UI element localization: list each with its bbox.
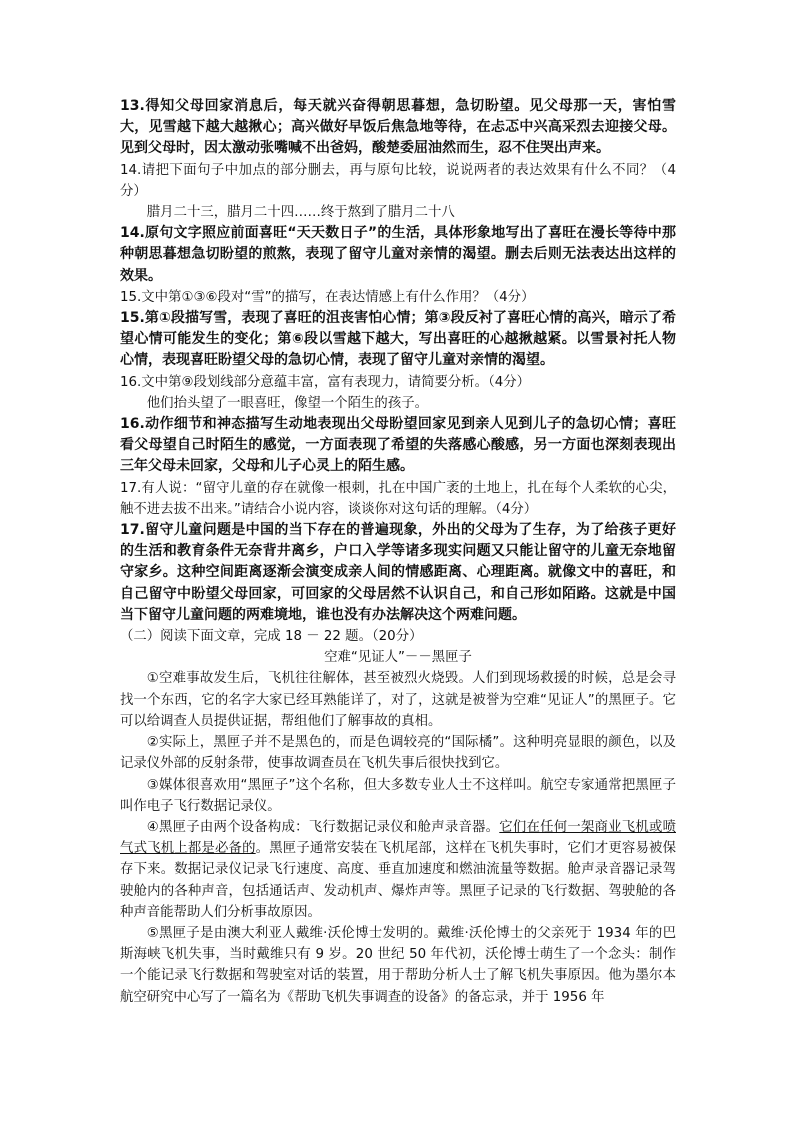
question-16-quote: 他们抬头望了一眼喜旺，像望一个陌生的孩子。 xyxy=(146,395,428,411)
paragraph-4-part-a: ④黑匣子由两个设备构成：飞行数据记录仪和舱声录音器。 xyxy=(146,819,500,835)
answer-16: 16.动作细节和神态描写生动地表现出父母盼望回家见到亲人见到儿子的急切心情；喜旺看父母望自己时陌生的感觉，一方面表现了希望的失落感心酸感，另一方面也深刻表现出三年父母未回家，父母和儿子心灵上的陌生感。 xyxy=(120,416,676,475)
question-16: 16.文中第⑨段划线部分意蕴丰富，富有表现力，请简要分析。（4分） xyxy=(120,374,531,390)
paragraph-4-part-b: 。黑匣子通常安装在飞机尾部，这样在飞机失事时，它们才更容易被保存下来。数据记录仪记录飞行速度、高度、垂直加速度和燃油流量等数据。舱声录音器记录驾驶舱内的各种声音，包括通话声、发动机声、爆炸声等。黑匣子记录的飞行数据、驾驶舱的各种声音能帮助人们分析事故原因。 xyxy=(120,841,677,920)
paragraph-4 xyxy=(120,817,676,923)
answer-17: 17.留守儿童问题是中国的当下存在的普遍现象，外出的父母为了生存，为了给孩子更好的生活和教育条件无奈背井离乡，户口入学等诸多现实问题又只能让留守的儿童无奈地留守家乡。这种空间距离逐渐会演变成亲人间的情感距离、心理距离。就像文中的喜旺，和自己留守中盼望父母回家，可回家的父母居然不认识自己，和自己形如陌路。这就是中国当下留守儿童问题的两难境地，谁也没有办法解决这个两难问题。 xyxy=(120,522,676,623)
paragraph-2: ②实际上，黑匣子并不是黑色的，而是色调较亮的“国际橘”。这种明亮显眼的颜色，以及记录仪外部的反射条带，使事故调查员在飞机失事后很快找到它。 xyxy=(120,735,676,772)
paragraph-5: ⑤黑匣子是由澳大利亚人戴维·沃伦博士发明的。戴维·沃伦博士的父亲死于 1934 年的巴斯海峡飞机失事，当时戴维只有 9 岁。20 世纪 50 年代初，沃伦博士萌生了一个念头：制作一个能记录飞行数据和驾驶室对话的装置，用于帮助分析人士了解飞机失事原因。他为墨尔本航空研究中心写了一篇名为《帮助飞机失事调查的设备》的备忘录，并于 1956 年 xyxy=(120,925,676,1005)
article-title: 空难“见证人”－－黑匣子 xyxy=(324,650,472,666)
question-14: 14.请把下面句子中加点的部分删去，再与原句比较，说说两者的表达效果有什么不同？（4分） xyxy=(120,162,676,199)
answer-15: 15.第①段描写雪，表现了喜旺的沮丧害怕心情；第③段反衬了喜旺心情的高兴，暗示了希望心情可能发生的变化；第⑥段以雪越下越大，写出喜旺的心越揪越紧。以雪景衬托人物心情，表现喜旺盼望父母的急切心情，表现了留守儿童对亲情的渴望。 xyxy=(120,310,676,369)
section-heading: （二）阅读下面文章，完成 18 － 22 题。（20分） xyxy=(120,629,423,645)
document-page xyxy=(120,96,676,1008)
paragraph-1: ①空难事故发生后，飞机往往解体，甚至被烈火烧毁。人们到现场救援的时候，总是会寻找一个东西，它的名字大家已经耳熟能详了，对了，这就是被誉为空难“见证人”的黑匣子。它可以给调查人员提供证据，帮组他们了解事故的真相。 xyxy=(120,671,676,729)
question-14-quote: 腊月二十三，腊月二十四……终于熬到了腊月二十八 xyxy=(146,205,455,221)
question-15: 15.文中第①③⑥段对“雪”的描写，在表达情感上有什么作用？（4分） xyxy=(120,289,535,305)
question-17: 17.有人说：“留守儿童的存在就像一根刺，扎在中国广袤的土地上，扎在每个人柔软的心尖，触不进去拔不出来。”请结合小说内容，谈谈你对这句话的理解。（4分） xyxy=(120,480,676,517)
underlined-sentence: 它们在任何一架商业飞机或喷气式飞机上都是必备的 xyxy=(120,819,676,857)
answer-13: 13.得知父母回家消息后，每天就兴奋得朝思暮想，急切盼望。见父母那一天，害怕雪大，见雪越下越大越揪心；高兴做好早饭后焦急地等待，在忐忑中兴高采烈去迎接父母。见到父母时，因太激动张嘴喊不出爸妈，酸楚委屈油然而生，忍不住哭出声来。 xyxy=(120,98,676,157)
paragraph-3: ③媒体很喜欢用“黑匣子”这个名称，但大多数专业人士不这样叫。航空专家通常把黑匣子叫作电子飞行数据记录仪。 xyxy=(120,777,676,814)
answer-14: 14.原句文字照应前面喜旺“天天数日子”的生活，具体形象地写出了喜旺在漫长等待中那种朝思暮想急切盼望的煎熬，表现了留守儿童对亲情的渴望。删去后则无法表达出这样的效果。 xyxy=(120,225,676,284)
